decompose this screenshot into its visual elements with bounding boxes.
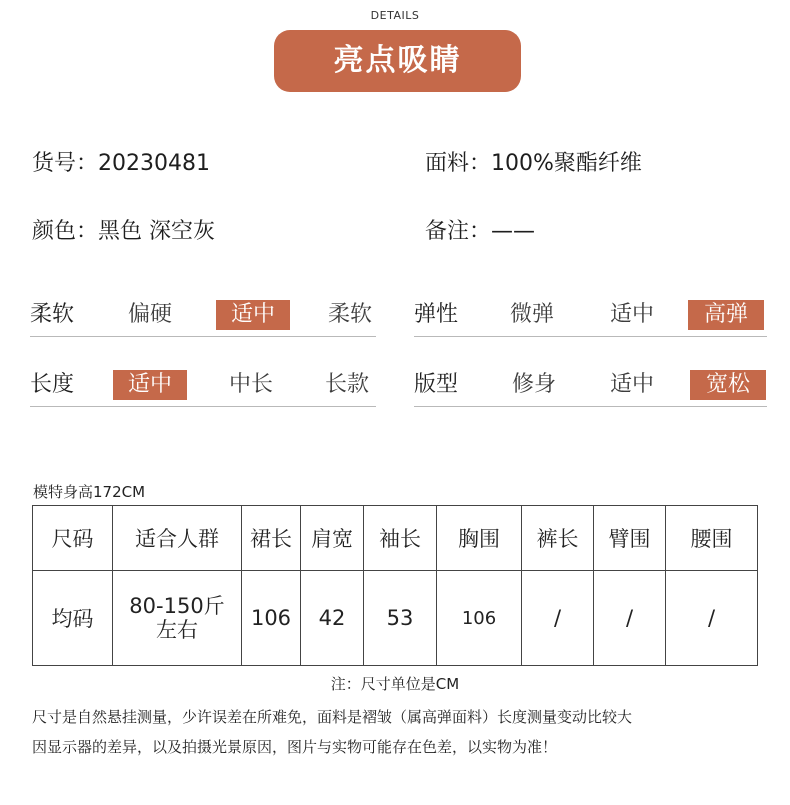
length-label: 长度 xyxy=(30,372,75,397)
row-divider xyxy=(414,336,767,337)
length-option: 中长 xyxy=(229,372,274,397)
length-option-selected: 适中 xyxy=(113,370,187,400)
elasticity-option: 微弹 xyxy=(510,302,555,327)
table-row xyxy=(33,571,758,666)
elasticity-option-selected: 高弹 xyxy=(688,300,764,330)
table-cell: / xyxy=(666,571,758,666)
softness-option: 柔软 xyxy=(328,302,373,327)
table-header-cell: 臂围 xyxy=(594,506,666,571)
table-cell: 均码 xyxy=(33,571,113,666)
table-header-cell: 袖长 xyxy=(364,506,437,571)
row-divider xyxy=(30,336,376,337)
softness-row xyxy=(30,297,376,337)
fit-label: 版型 xyxy=(414,372,459,397)
length-row xyxy=(30,367,376,407)
unit-note: 注：尺寸单位是CM xyxy=(330,675,460,693)
row-divider xyxy=(414,406,767,407)
elasticity-row xyxy=(414,297,767,337)
elasticity-option: 适中 xyxy=(610,302,655,327)
table-header-cell: 裤长 xyxy=(522,506,594,571)
table-cell: / xyxy=(594,571,666,666)
table-cell: 106 xyxy=(242,571,301,666)
color-info: 颜色：黑色 深空灰 xyxy=(32,219,215,244)
model-height-note: 模特身高172CM xyxy=(33,483,146,501)
table-header-cell: 腰围 xyxy=(666,506,758,571)
table-header-cell: 适合人群 xyxy=(113,506,242,571)
table-header-cell: 肩宽 xyxy=(301,506,364,571)
fit-option: 适中 xyxy=(610,372,655,397)
table-cell: 106 xyxy=(437,571,522,666)
details-label: DETAILS xyxy=(370,9,420,22)
elasticity-label: 弹性 xyxy=(414,302,459,327)
table-cell: / xyxy=(522,571,594,666)
table-header-cell: 裙长 xyxy=(242,506,301,571)
softness-option-selected: 适中 xyxy=(216,300,290,330)
fit-row xyxy=(414,367,767,407)
table-header-cell: 胸围 xyxy=(437,506,522,571)
softness-option: 偏硬 xyxy=(128,302,173,327)
row-divider xyxy=(30,406,376,407)
highlight-title-banner: 亮点吸睛 xyxy=(274,30,521,92)
fit-option: 修身 xyxy=(512,372,557,397)
fabric-info: 面料：100%聚酯纤维 xyxy=(425,151,642,176)
footnote-line: 尺寸是自然悬挂测量，少许误差在所难免，面料是褶皱（属高弹面料）长度测量变动比较大 xyxy=(32,708,633,726)
length-option: 长款 xyxy=(325,372,370,397)
footnote-line: 因显示器的差异，以及拍摄光景原因，图片与实物可能存在色差，以实物为准！ xyxy=(32,738,558,756)
table-header-row xyxy=(33,506,758,571)
table-cell: 80-150斤左右 xyxy=(113,571,242,666)
table-header-cell: 尺码 xyxy=(33,506,113,571)
remark-info: 备注：—— xyxy=(425,219,536,244)
size-table xyxy=(32,505,758,666)
table-cell: 42 xyxy=(301,571,364,666)
table-cell: 53 xyxy=(364,571,437,666)
softness-label: 柔软 xyxy=(30,302,75,327)
item-number: 货号：20230481 xyxy=(32,151,210,176)
fit-option-selected: 宽松 xyxy=(690,370,766,400)
